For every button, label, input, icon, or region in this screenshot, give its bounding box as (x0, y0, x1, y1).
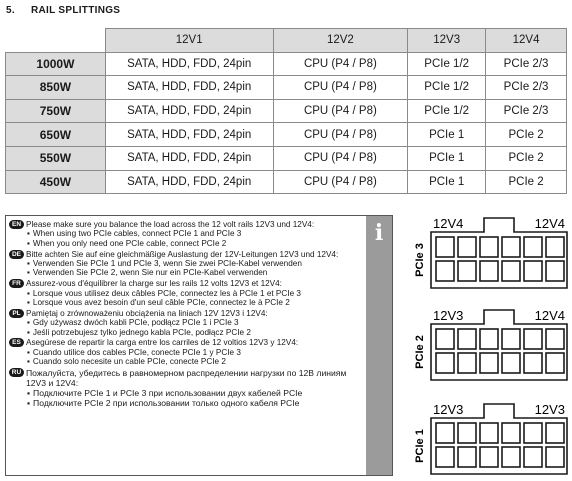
connector-pin (502, 447, 520, 467)
rail-cell-12v2: CPU (P4 / P8) (273, 123, 408, 147)
rail-cell-12v2: CPU (P4 / P8) (273, 99, 408, 123)
column-header-12v3: 12V3 (408, 29, 486, 53)
table-row (6, 170, 567, 194)
table-row (6, 99, 567, 123)
rail-label-right: 12V4 (534, 216, 565, 231)
connector-pin (502, 261, 520, 281)
connector-pin (436, 353, 454, 373)
language-heading (9, 368, 362, 388)
language-instruction: Пожалуйста, убедитесь в равномерном распределении нагрузки по 12В линиям 12V3 и 12V4: (26, 368, 347, 389)
connector-pin (546, 237, 564, 257)
connector-pin (502, 353, 520, 373)
connector-pin (480, 447, 498, 467)
rail-cell-12v2: CPU (P4 / P8) (273, 170, 408, 194)
wattage-cell: 650W (6, 123, 106, 147)
rail-cell-12v4: PCIe 2/3 (486, 52, 567, 76)
connector-label: PCIe 1 (414, 429, 426, 463)
rail-cell-12v2: CPU (P4 / P8) (273, 146, 408, 170)
language-instruction: Bitte achten Sie auf eine gleichmäßige Auslastung der 12V-Leitungen 12V3 und 12V4: (26, 249, 339, 259)
bullet-list (9, 348, 362, 367)
connector-pin (502, 237, 520, 257)
rail-splitting-table (5, 28, 567, 194)
rail-cell-12v4: PCIe 2/3 (486, 99, 567, 123)
rail-cell-12v1: SATA, HDD, FDD, 24pin (105, 76, 273, 100)
rail-cell-12v3: PCIe 1/2 (408, 52, 486, 76)
connector-pin (436, 237, 454, 257)
table-corner (6, 29, 106, 53)
connector-pin (480, 237, 498, 257)
connector-pcie-3 (414, 216, 567, 288)
table-header-row (6, 29, 567, 53)
rail-label-left: 12V3 (433, 402, 464, 417)
rail-label-left: 12V3 (433, 308, 464, 323)
balance-notes-panel (5, 215, 393, 476)
bullet-item: ▪ When you only need one PCIe cable, connect PCIe 2 (27, 239, 362, 248)
info-sidebar (366, 216, 392, 475)
language-instruction: Asegúrese de repartir la carga entre los carriles de 12 voltios 12V3 y 12V4: (26, 338, 299, 348)
connector-pin (458, 447, 476, 467)
connector-pin (436, 329, 454, 349)
connector-pin (546, 329, 564, 349)
connector-pin (458, 353, 476, 373)
pcie-connector-diagram (405, 208, 570, 478)
connector-pin (546, 353, 564, 373)
connector-pin (436, 261, 454, 281)
rail-cell-12v2: CPU (P4 / P8) (273, 76, 408, 100)
connector-pcie-1 (414, 402, 567, 474)
rail-cell-12v3: PCIe 1/2 (408, 99, 486, 123)
table-body (6, 52, 567, 194)
bullet-list (9, 229, 362, 248)
bullet-item: ▪ Jeśli potrzebujesz tylko jednego kabla PCIe, podłącz PCIe 2 (27, 328, 362, 337)
table-row (6, 146, 567, 170)
connector-pin (546, 447, 564, 467)
connector-pin (502, 329, 520, 349)
connector-pin (458, 237, 476, 257)
connector-pin (436, 447, 454, 467)
rail-cell-12v3: PCIe 1 (408, 123, 486, 147)
language-heading (9, 279, 362, 288)
language-heading (9, 338, 362, 347)
column-header-12v4: 12V4 (486, 29, 567, 53)
bullet-item: ▪ Подключите PCIe 2 при использовании только одного кабеля PCIe (27, 398, 362, 408)
connector-pin (458, 423, 476, 443)
language-instruction: Pamiętaj o zrównoważeniu obciążenia na liniach 12V 12V3 i 12V4: (26, 308, 268, 318)
rail-cell-12v4: PCIe 2 (486, 123, 567, 147)
rail-cell-12v1: SATA, HDD, FDD, 24pin (105, 146, 273, 170)
language-block-fr (9, 279, 362, 307)
rail-cell-12v1: SATA, HDD, FDD, 24pin (105, 170, 273, 194)
wattage-cell: 1000W (6, 52, 106, 76)
wattage-cell: 550W (6, 146, 106, 170)
rail-label-right: 12V4 (534, 308, 565, 323)
rail-cell-12v1: SATA, HDD, FDD, 24pin (105, 123, 273, 147)
language-block-de (9, 250, 362, 278)
rail-cell-12v4: PCIe 2 (486, 146, 567, 170)
connector-pin (524, 447, 542, 467)
connector-pcie-2 (414, 308, 567, 380)
rail-label-left: 12V4 (433, 216, 464, 231)
language-heading (9, 309, 362, 318)
language-heading (9, 220, 362, 229)
notes-content (9, 220, 362, 409)
table-row (6, 123, 567, 147)
table-row (6, 52, 567, 76)
bullet-item: ▪ Lorsque vous avez besoin d'un seul câble PCIe, connectez le à PCIe 2 (27, 298, 362, 307)
connector-pin (546, 261, 564, 281)
connector-pin (480, 329, 498, 349)
language-badge: DE (9, 250, 24, 259)
bullet-list (9, 388, 362, 408)
section-heading: RAIL SPLITTINGS (30, 5, 121, 16)
connector-pin (524, 237, 542, 257)
wattage-cell: 750W (6, 99, 106, 123)
bullet-item: ▪ Verwenden Sie PCIe 2, wenn Sie nur ein PCIe-Kabel verwenden (27, 268, 362, 277)
language-block-en (9, 220, 362, 248)
language-heading (9, 250, 362, 259)
connector-pin (480, 353, 498, 373)
language-badge: FR (9, 279, 24, 288)
bullet-list (9, 318, 362, 337)
bullet-item: ▪ Gdy używasz dwóch kabli PCIe, podłącz PCIe 1 i PCIe 3 (27, 318, 362, 327)
language-badge: EN (9, 220, 24, 229)
section-number: 5. (6, 5, 15, 16)
connector-pin (524, 261, 542, 281)
rail-cell-12v2: CPU (P4 / P8) (273, 52, 408, 76)
language-badge: RU (9, 368, 24, 377)
connector-pin (436, 423, 454, 443)
connector-label: PCIe 2 (414, 335, 426, 369)
connector-pin (502, 423, 520, 443)
bullet-item: ▪ Cuando utilice dos cables PCIe, conecte PCIe 1 y PCIe 3 (27, 348, 362, 357)
language-instruction: Please make sure you balance the load across the 12 volt rails 12V3 und 12V4: (26, 220, 315, 229)
language-badge: PL (9, 309, 24, 318)
bullet-list (9, 289, 362, 308)
rail-cell-12v4: PCIe 2/3 (486, 76, 567, 100)
connector-pin (524, 329, 542, 349)
language-instruction: Assurez-vous d'équilibrer la charge sur les rails 12 volts 12V3 et 12V4: (26, 279, 282, 289)
connector-pin (480, 261, 498, 281)
connector-pin (524, 423, 542, 443)
bullet-list (9, 259, 362, 278)
connector-pin (458, 329, 476, 349)
table-row (6, 76, 567, 100)
rail-cell-12v3: PCIe 1 (408, 170, 486, 194)
language-block-pl (9, 309, 362, 337)
language-block-es (9, 338, 362, 366)
language-badge: ES (9, 338, 24, 347)
connector-pin (546, 423, 564, 443)
rail-cell-12v3: PCIe 1 (408, 146, 486, 170)
rail-cell-12v4: PCIe 2 (486, 170, 567, 194)
rail-cell-12v3: PCIe 1/2 (408, 76, 486, 100)
connector-pin (458, 261, 476, 281)
bullet-item: ▪ Lorsque vous utilisez deux câbles PCIe, connectez les à PCIe 1 et PCIe 3 (27, 289, 362, 298)
rail-label-right: 12V3 (534, 402, 565, 417)
bullet-item: ▪ When using two PCIe cables, connect PCIe 1 and PCIe 3 (27, 229, 362, 238)
bullet-item: ▪ Подключите PCIe 1 и PCIe 3 при использовании двух кабелей PCIe (27, 388, 362, 398)
language-block-ru (9, 368, 362, 408)
bullet-item: ▪ Verwenden Sie PCIe 1 und PCIe 3, wenn Sie zwei PCIe-Kabel verwenden (27, 259, 362, 268)
info-icon: i (374, 220, 384, 246)
section-title (6, 5, 120, 16)
wattage-cell: 850W (6, 76, 106, 100)
column-header-12v2: 12V2 (273, 29, 408, 53)
connector-pin (524, 353, 542, 373)
connector-label: PCIe 3 (414, 243, 426, 277)
rail-cell-12v1: SATA, HDD, FDD, 24pin (105, 52, 273, 76)
column-header-12v1: 12V1 (105, 29, 273, 53)
wattage-cell: 450W (6, 170, 106, 194)
bullet-item: ▪ Cuando solo necesite un cable PCIe, conecte PCIe 2 (27, 357, 362, 366)
rail-cell-12v1: SATA, HDD, FDD, 24pin (105, 99, 273, 123)
connector-pin (480, 423, 498, 443)
